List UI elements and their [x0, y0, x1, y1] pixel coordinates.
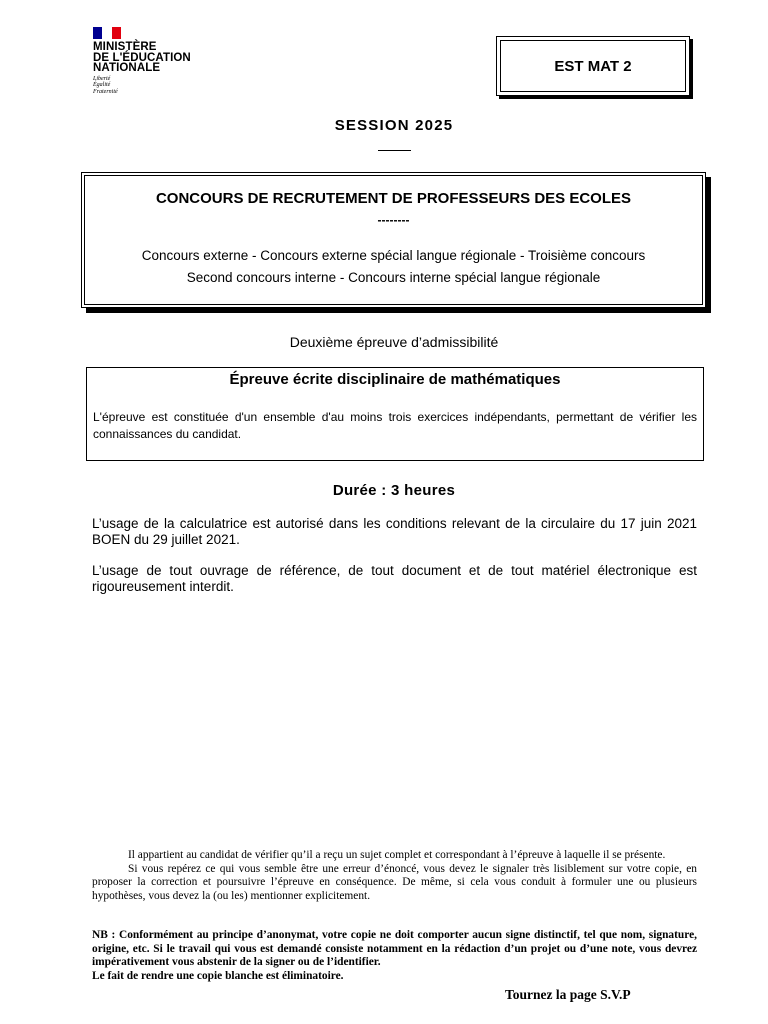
motto-fraternite: Fraternité	[93, 88, 118, 95]
anonymity-notice	[92, 929, 697, 983]
concours-line-2: Second concours interne - Concours interne spécial langue régionale	[186, 270, 601, 285]
concours-separator: --------	[377, 213, 410, 227]
nb-text: NB : Conformément au principe d’anonymat, votre copie ne doit comporter aucun signe distinctif, tel que nom, signature, origine, etc. Si le travail qui vous est demandé consiste notamment en la rédaction d’un projet ou d’une note, vous devrez impérativement vous abstenir de la signer ou de l’identifier.	[92, 929, 697, 968]
instruction-documents: L’usage de tout ouvrage de référence, de tout document et de tout matériel électronique est rigoureusement interdit.	[92, 563, 697, 594]
logo-line-3: NATIONALE	[93, 62, 161, 74]
epreuve-description: L'épreuve est constituée d'un ensemble d'au moins trois exercices indépendants, permettant de vérifier les connaissances du candidat.	[93, 410, 697, 441]
motto-liberte: Liberté	[93, 75, 111, 82]
logo-motto	[93, 76, 203, 96]
blank-copy-text: Le fait de rendre une copie blanche est éliminatoire.	[92, 969, 344, 982]
duration: Durée : 3 heures	[332, 482, 456, 499]
logo-line-1: MINISTÈRE	[93, 41, 157, 53]
logo-line-2: DE L'ÉDUCATION	[93, 51, 191, 64]
french-flag-icon	[93, 27, 121, 39]
candidate-notes	[92, 849, 697, 903]
ministry-logo	[93, 27, 203, 95]
epreuve-box	[86, 367, 704, 461]
note-error-report: Si vous repérez ce qui vous semble être une erreur d’énoncé, vous devez le signaler très lisiblement sur votre copie, en proposer la correction et poursuivre l’épreuve en conséquence. De même, si cela vous conduit à formuler une ou plusieurs hypothèses, vous devez la (ou les) mentionner explicitement.	[92, 862, 697, 902]
exam-code-box	[496, 36, 690, 96]
admissibilite-heading: Deuxième épreuve d’admissibilité	[289, 334, 499, 350]
concours-line-1: Concours externe - Concours externe spécial langue régionale - Troisième concours	[141, 248, 646, 263]
epreuve-title: Épreuve écrite disciplinaire de mathématiques	[229, 371, 561, 388]
session-underline	[378, 150, 411, 151]
note-complete-subject: Il appartient au candidat de vérifier qu’il a reçu un sujet complet et correspondant à l’épreuve à laquelle il se présente.	[128, 849, 666, 861]
turn-page-text: Tournez la page S.V.P	[505, 987, 631, 1002]
motto-egalite: Égalité	[93, 82, 111, 88]
concours-title: CONCOURS DE RECRUTEMENT DE PROFESSEURS DES ECOLES	[155, 190, 632, 207]
concours-box	[81, 172, 706, 308]
exam-code: EST MAT 2	[554, 57, 632, 75]
session-title: SESSION 2025	[334, 117, 454, 134]
instruction-calculator: L’usage de la calculatrice est autorisé dans les conditions relevant de la circulaire du 17 juin 2021 BOEN du 29 juillet 2021.	[92, 516, 697, 547]
